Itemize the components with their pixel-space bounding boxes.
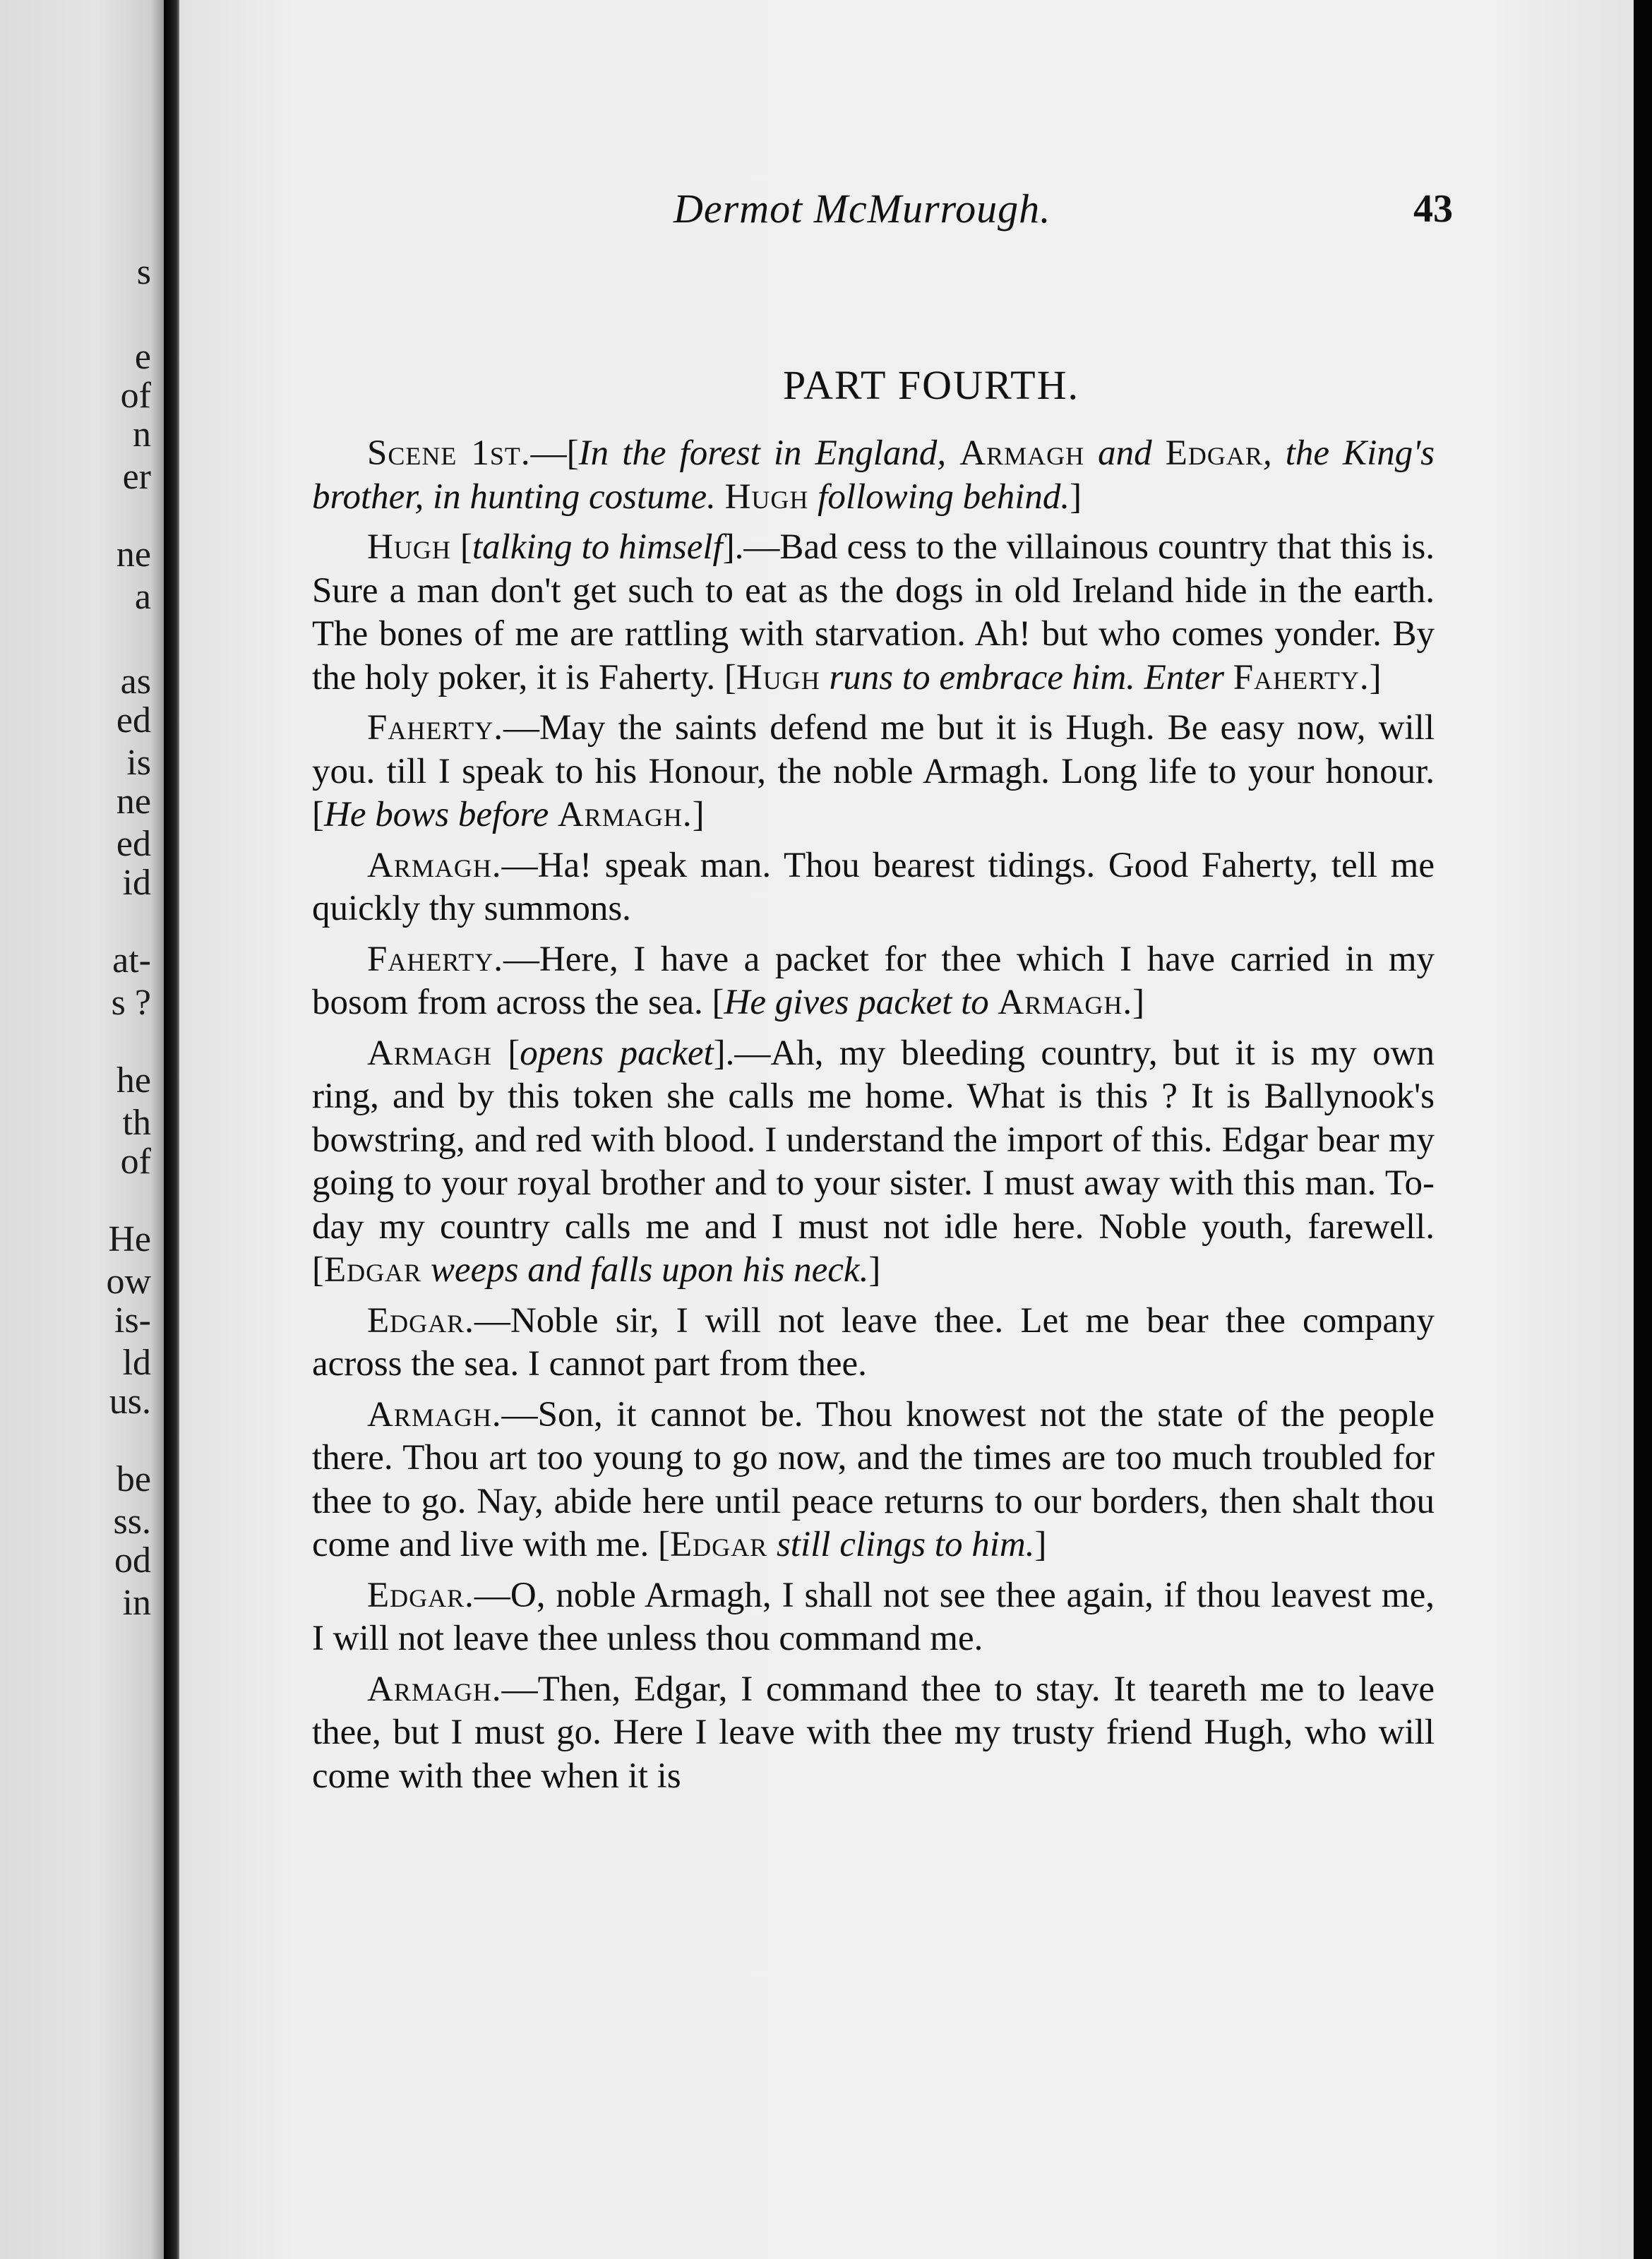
stage-direction: opens packet: [520, 1033, 714, 1073]
dialogue-text: ]: [1070, 477, 1082, 517]
dialogue-text: [: [450, 527, 472, 567]
speaker-name: Scene 1st.: [367, 433, 531, 473]
dialogue-text: —[: [530, 433, 579, 473]
character-name: Hugh: [736, 657, 820, 697]
character-name: Edgar: [1165, 433, 1263, 473]
facing-page-fragment: ss.: [113, 1502, 151, 1542]
facing-page-fragment: a: [134, 577, 151, 617]
speaker-name: Armagh.: [367, 1669, 502, 1709]
facing-page-fragment: ne: [116, 534, 151, 575]
running-title: Dermot McMurrough.: [674, 186, 1051, 232]
character-name: Hugh: [724, 477, 809, 517]
facing-page-fragment: od: [114, 1540, 151, 1581]
part-heading: PART FOURTH.: [783, 362, 1079, 408]
stage-direction: weeps and falls upon his neck.: [421, 1250, 869, 1290]
facing-page-fragment: er: [122, 457, 151, 497]
facing-page-fragment: is-: [114, 1300, 151, 1341]
dialogue-text: —Noble sir, I will not leave thee. Let me bear thee company across the sea. I cannot part from thee.: [312, 1300, 1435, 1384]
facing-page-fragment: id: [122, 863, 151, 903]
dialogue-paragraph: [312, 1032, 1435, 1293]
stage-direction: runs to embrace him. Enter: [820, 657, 1233, 697]
dialogue-paragraph: [312, 1300, 1435, 1386]
facing-page-fragment: ed: [116, 700, 151, 741]
speaker-name: Faherty.: [367, 939, 503, 979]
facing-page-fragment: ed: [116, 824, 151, 864]
dialogue-paragraph: [312, 938, 1435, 1025]
dialogue-text: —Here, I have a packet for thee which I have carried in my bosom from across the sea. [: [312, 939, 1435, 1022]
dialogue-paragraph: [312, 1574, 1435, 1661]
facing-page-fragment: n: [133, 414, 151, 455]
facing-page-fragment: ld: [122, 1343, 151, 1383]
stage-direction: , the King's brother, in hunting costume.: [312, 433, 1435, 517]
stage-direction: He gives packet to: [724, 983, 998, 1022]
facing-page-fragment: e: [134, 337, 151, 377]
facing-page-fragment: he: [116, 1060, 151, 1101]
facing-page-fragment: of: [120, 1142, 151, 1182]
character-name: Edgar: [670, 1525, 768, 1564]
dialogue-paragraph: [312, 1394, 1435, 1567]
scan-right-edge: [1634, 0, 1652, 2259]
stage-direction: In the forest in England,: [578, 433, 960, 473]
speaker-name: Faherty.: [367, 708, 503, 748]
book-gutter: [164, 0, 179, 2259]
facing-page-fragment: us.: [109, 1382, 151, 1422]
stage-direction: He bows before: [323, 795, 558, 834]
stage-direction: and: [1084, 433, 1166, 473]
dialogue-paragraph: [312, 707, 1435, 837]
facing-page-edge: [0, 0, 164, 2259]
stage-direction: still clings to him.: [767, 1525, 1035, 1564]
dialogue-text: ].—Ah, my bleeding country, but it is my own ring, and by this token she calls me home. What is this ? It is Ballynook's bowstring, and red with blood. I understand the import of this. Edgar bear my going to your royal brother and to your sister. I must away with this man. To-day my country calls me and I must not idle here. Noble youth, farewell. [: [312, 1033, 1435, 1290]
dialogue-text: ]: [692, 795, 705, 834]
page: [179, 0, 1634, 2259]
speaker-name: Hugh: [367, 527, 451, 567]
character-name: Armagh.: [998, 983, 1133, 1022]
dialogue-paragraph: [312, 432, 1435, 519]
facing-page-fragment: ow: [106, 1262, 151, 1302]
facing-page-fragment: of: [120, 376, 151, 416]
stage-direction: talking to himself: [472, 527, 723, 567]
speaker-name: Edgar.: [367, 1300, 474, 1341]
facing-page-fragment: s: [136, 252, 151, 292]
facing-page-fragment: at-: [112, 940, 151, 981]
facing-page-fragment: as: [120, 661, 151, 702]
character-name: Armagh.: [557, 795, 693, 834]
facing-page-fragment: ne: [116, 781, 151, 822]
dialogue-text: ]: [1132, 983, 1145, 1022]
dialogue-paragraph: [312, 1668, 1435, 1799]
play-text: [312, 432, 1435, 1805]
dialogue-text: ]: [1034, 1525, 1047, 1564]
dialogue-text: ]: [1369, 657, 1382, 697]
speaker-name: Armagh.: [367, 1394, 502, 1434]
dialogue-paragraph: [312, 844, 1435, 931]
page-number: 43: [1413, 187, 1453, 231]
page-header: [179, 185, 1634, 241]
character-name: Faherty.: [1233, 657, 1370, 697]
speaker-name: Armagh.: [367, 845, 502, 885]
dialogue-text: ].—Bad cess to the villainous country that this is. Sure a man don't get such to eat as the dogs in old Ireland hide in the earth. The bones of me are rattling with starvation. Ah! but who comes yonder. By the holy poker, it is Faherty. [: [312, 527, 1435, 697]
dialogue-text: —Son, it cannot be. Thou knowest not the state of the people there. Thou art too young to go now, and the times are too much troubled for thee to go. Nay, abide here until peace returns to our borders, then shalt thou come and live with me. [: [312, 1394, 1435, 1564]
facing-page-fragment: be: [116, 1459, 151, 1499]
dialogue-text: —May the saints defend me but it is Hugh. Be easy now, will you. till I speak to his Honour, the noble Armagh. Long life to your honour. [: [312, 708, 1435, 834]
dialogue-text: —Ha! speak man. Thou bearest tidings. Good Faherty, tell me quickly thy summons.: [312, 845, 1435, 928]
facing-page-fragment: th: [122, 1103, 151, 1143]
facing-page-fragment: is: [126, 743, 151, 783]
dialogue-paragraph: [312, 526, 1435, 700]
speaker-name: Armagh: [367, 1033, 492, 1073]
character-name: Edgar: [323, 1250, 422, 1290]
facing-page-fragment: He: [108, 1219, 151, 1259]
dialogue-text: —O, noble Armagh, I shall not see thee again, if thou leavest me, I will not leave thee unless thou command me.: [312, 1575, 1435, 1658]
character-name: Armagh: [959, 433, 1085, 473]
dialogue-text: —Then, Edgar, I command thee to stay. It teareth me to leave thee, but I must go. Here I leave with thee my trusty friend Hugh, who will come with thee when it is: [312, 1669, 1435, 1796]
stage-direction: following behind.: [808, 477, 1070, 517]
facing-page-fragment: in: [122, 1583, 151, 1623]
speaker-name: Edgar.: [367, 1575, 474, 1615]
dialogue-text: [: [491, 1033, 520, 1073]
dialogue-text: ]: [868, 1250, 881, 1290]
facing-page-fragment: s ?: [111, 983, 151, 1023]
